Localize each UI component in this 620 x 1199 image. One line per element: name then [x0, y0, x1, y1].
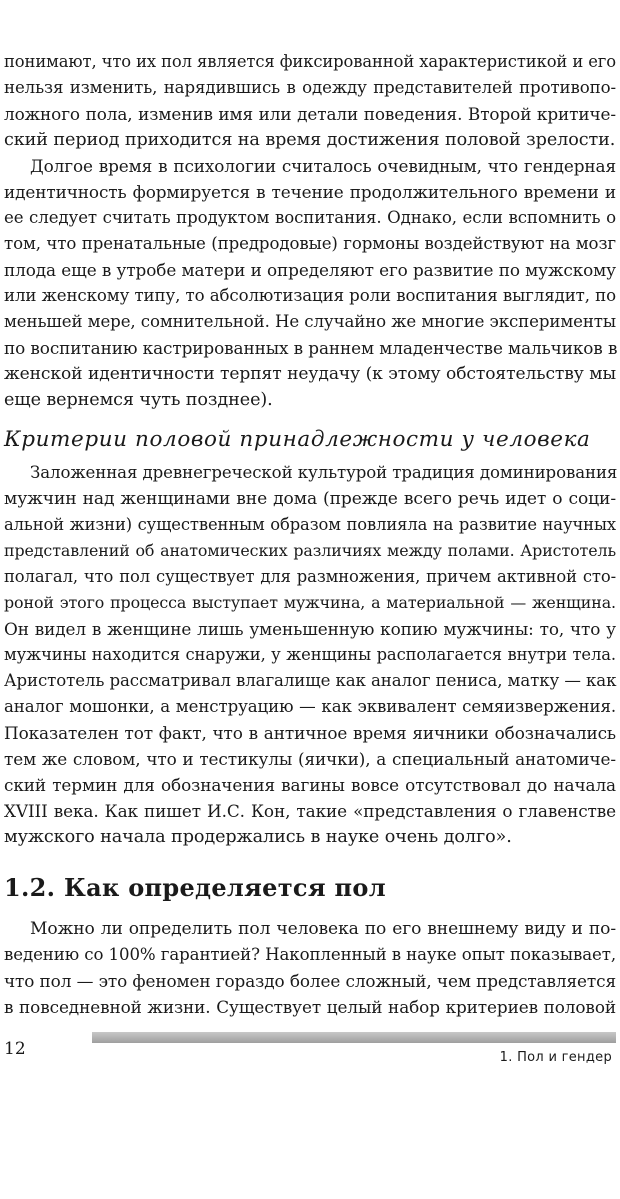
text-line: представлений об анатомических различиях между полами. Аристотель [4, 541, 616, 560]
text-line: меньшей мере, сомнительной. Не случайно же многие эксперименты [4, 312, 616, 331]
text-line: понимают, что их пол является фиксированной характеристикой и его [4, 52, 616, 71]
page-number: 12 [4, 1039, 26, 1059]
text-line: ский термин для обозначения вагины вовсе отсутствовал до начала [4, 775, 616, 795]
text-line: ский период приходится на время достижения половой зрелости. [4, 130, 616, 150]
text-line: Показателен тот факт, что в античное время яичники обозначались [4, 723, 616, 743]
text-line: женской идентичности терпят неудачу (к этому обстоятельству мы [4, 364, 616, 384]
text-line: мужчин над женщинами вне дома (прежде всего речь идет о соци- [4, 489, 616, 509]
footer-rule [92, 1032, 616, 1043]
text-line: Долгое время в психологии считалось очевидным, что гендерная [30, 156, 616, 176]
text-line: еще вернемся чуть позднее). [4, 390, 273, 410]
text-line: ложного пола, изменив имя или детали поведения. Второй критиче- [4, 104, 616, 124]
section-heading: 1.2. Как определяется пол [4, 873, 386, 902]
text-line: полагал, что пол существует для размножения, причем активной сто- [4, 567, 616, 586]
text-line: в повседневной жизни. Существует целый набор критериев половой [4, 997, 616, 1017]
text-line: альной жизни) существенным образом повлияла на развитие научных [4, 515, 616, 534]
text-line: Заложенная древнегреческой культурой традиция доминирования [30, 463, 618, 482]
text-line: XVIII века. Как пишет И.С. Кон, такие «представления о главенстве [4, 801, 616, 821]
running-head: 1. Пол и гендер [499, 1050, 612, 1065]
text-line: что пол — это феномен гораздо более сложный, чем представляется [4, 971, 616, 991]
text-line: Можно ли определить пол человека по его внешнему виду и по- [30, 919, 616, 939]
text-line: плода еще в утробе матери и определяют его развитие по мужскому [4, 260, 616, 280]
text-line: нельзя изменить, нарядившись в одежду представителей противопо- [4, 78, 616, 97]
text-line: мужского начала продержались в науке очень долго». [4, 827, 512, 847]
text-line: ведению со 100% гарантией? Накопленный в науке опыт показывает, [4, 945, 616, 964]
text-line: мужчины находится снаружи, у женщины располагается внутри тела. [4, 645, 616, 664]
text-line: аналог мошонки, а менструацию — как эквивалент семяизвержения. [4, 697, 616, 716]
text-line: по воспитанию кастрированных в раннем младенчестве мальчиков в [4, 338, 618, 358]
text-line: роной этого процесса выступает мужчина, а материальной — женщина. [4, 593, 616, 612]
text-line: тем же словом, что и тестикулы (яички), а специальный анатомиче- [4, 749, 616, 769]
text-line: том, что пренатальные (предродовые) гормоны воздействуют на мозг [4, 234, 616, 253]
text-line: ее следует считать продуктом воспитания. Однако, если вспомнить о [4, 208, 616, 227]
subheading: Критерии половой принадлежности у человека [4, 427, 591, 452]
text-line: Он видел в женщине лишь уменьшенную копию мужчины: то, что у [4, 619, 616, 639]
text-line: Аристотель рассматривал влагалище как аналог пениса, матку — как [4, 671, 617, 690]
text-line: идентичность формируется в течение продолжительного времени и [4, 182, 616, 202]
text-line: или женскому типу, то абсолютизация роли воспитания выглядит, по [4, 286, 616, 305]
